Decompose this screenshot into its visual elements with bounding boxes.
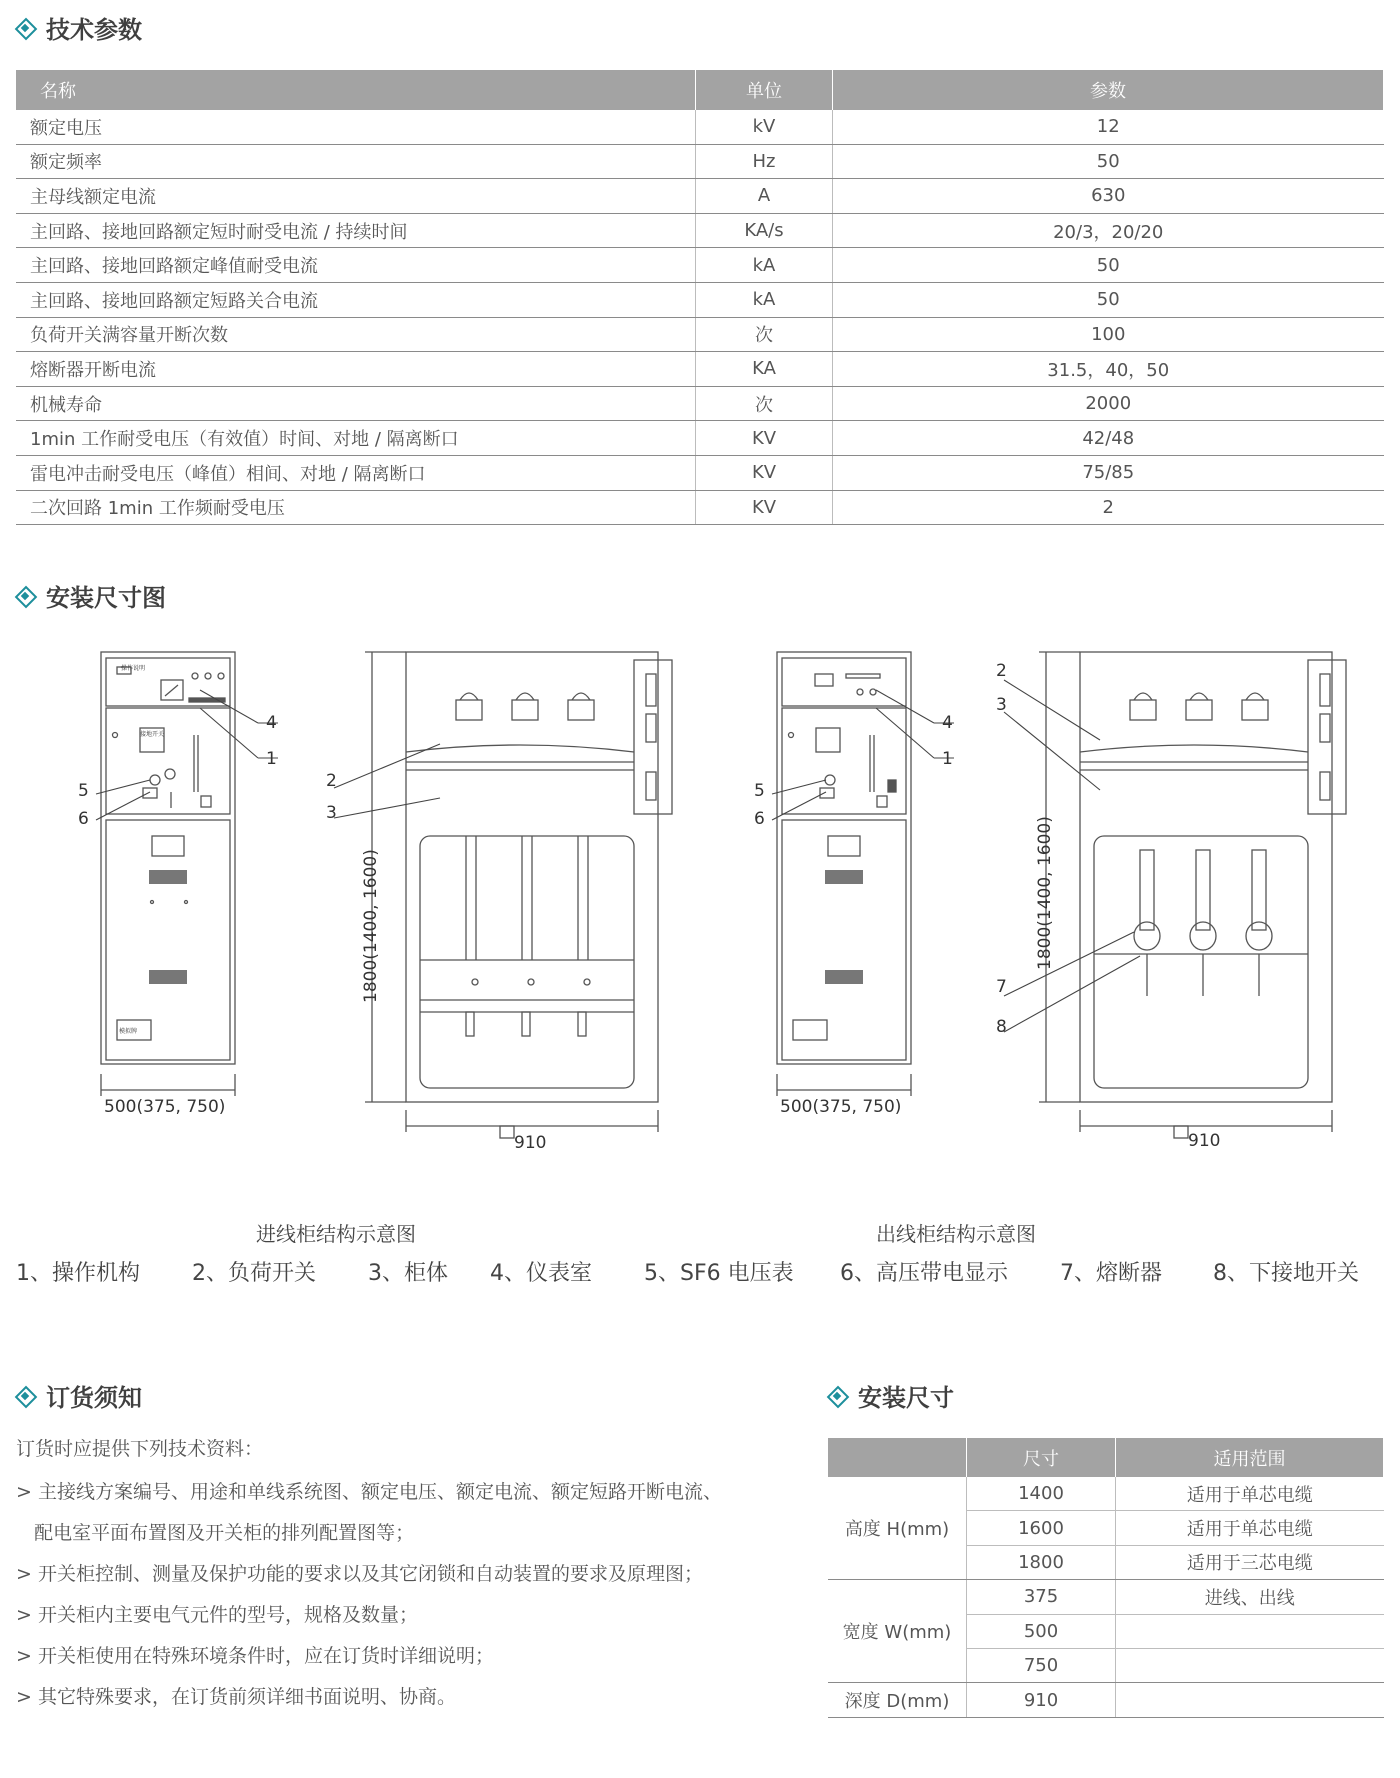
callout-in-6: 6: [78, 809, 89, 829]
spec-name-cell: 二次回路 1min 工作频耐受电压: [16, 490, 696, 525]
spec-row: [16, 213, 1384, 248]
spec-row: [16, 352, 1384, 387]
spec-value-cell: 50: [833, 248, 1384, 283]
installation-drawing: [0, 640, 1400, 1240]
spec-value-cell: 100: [833, 317, 1384, 352]
callout-in-3: 3: [326, 803, 337, 823]
order-item: 配电室平面布置图及开关柜的排列配置图等；: [16, 1522, 415, 1544]
callout-out-4: 4: [942, 713, 953, 733]
spec-value-cell: 2: [833, 490, 1384, 525]
spec-value-cell: 50: [833, 144, 1384, 179]
dim-size-cell: 375: [967, 1580, 1116, 1614]
spec-row: [16, 110, 1384, 144]
diamond-bullet-icon: [828, 1387, 846, 1405]
spec-table-body: [16, 110, 1384, 525]
spec-row: [16, 490, 1384, 525]
callout-in-2: 2: [326, 771, 337, 791]
dim-size-cell: 750: [967, 1648, 1116, 1682]
spec-unit-cell: kV: [696, 110, 833, 144]
spec-value-cell: 31.5，40，50: [833, 352, 1384, 387]
spec-row: [16, 282, 1384, 317]
legend-item-2: 2、负荷开关: [192, 1261, 316, 1286]
spec-name-cell: 额定电压: [16, 110, 696, 144]
spec-value-cell: 2000: [833, 386, 1384, 421]
outgoing-front-view: [777, 652, 911, 1096]
spec-unit-cell: KA: [696, 352, 833, 387]
spec-row: [16, 179, 1384, 214]
spec-name-cell: 主回路、接地回路额定短时耐受电流 / 持续时间: [16, 213, 696, 248]
legend-item-1: 1、操作机构: [16, 1261, 140, 1286]
panel-label-1: 操作说明: [121, 665, 146, 672]
caption-outgoing: 出线柜结构示意图: [876, 1222, 1036, 1246]
spec-name-cell: 1min 工作耐受电压（有效值）时间、对地 / 隔离断口: [16, 421, 696, 456]
spec-name-cell: 主回路、接地回路额定短路关合电流: [16, 282, 696, 317]
spec-table: [16, 70, 1384, 525]
callout-leaders: [96, 680, 1140, 1032]
section-title-tech-params: 技术参数: [16, 10, 142, 45]
spec-header-value: 参数: [833, 70, 1384, 110]
dim-header-size: 尺寸: [967, 1438, 1116, 1477]
section-title-order-notes: 订货须知: [16, 1378, 142, 1413]
spec-header-name: 名称: [16, 70, 696, 110]
dim-scope-cell: 进线、出线: [1116, 1580, 1384, 1614]
dim-height-out: 1800(1400, 1600): [1035, 816, 1055, 970]
dim-depth-in: 910: [514, 1133, 547, 1153]
dim-scope-cell: [1116, 1614, 1384, 1648]
dim-size-cell: 500: [967, 1614, 1116, 1648]
order-intro: 订货时应提供下列技术资料：: [16, 1438, 264, 1460]
caption-incoming: 进线柜结构示意图: [256, 1222, 416, 1246]
dim-scope-cell: [1116, 1648, 1384, 1682]
dim-scope-cell: [1116, 1683, 1384, 1717]
dim-size-cell: 1800: [967, 1545, 1116, 1579]
legend-item-5: 5、SF6 电压表: [644, 1261, 794, 1286]
spec-value-cell: 50: [833, 282, 1384, 317]
spec-unit-cell: 次: [696, 386, 833, 421]
spec-value-cell: 75/85: [833, 455, 1384, 490]
dim-depth-out: 910: [1188, 1131, 1221, 1151]
callout-out-8: 8: [996, 1017, 1007, 1037]
dim-size-cell: 1600: [967, 1511, 1116, 1545]
callout-in-4: 4: [266, 713, 277, 733]
dim-scope-cell: 适用于单芯电缆: [1116, 1511, 1384, 1545]
spec-unit-cell: KV: [696, 490, 833, 525]
incoming-side-view: [365, 652, 672, 1138]
spec-row: [16, 421, 1384, 456]
spec-name-cell: 主母线额定电流: [16, 179, 696, 214]
outgoing-side-view: [1039, 652, 1346, 1138]
callout-out-3: 3: [996, 695, 1007, 715]
callout-out-2: 2: [996, 661, 1007, 681]
spec-name-cell: 雷电冲击耐受电压（峰值）相间、对地 / 隔离断口: [16, 455, 696, 490]
spec-row: [16, 317, 1384, 352]
spec-unit-cell: KA/s: [696, 213, 833, 248]
dim-size-cell: 910: [967, 1683, 1116, 1717]
dim-header-blank: [828, 1438, 967, 1477]
callout-in-1: 1: [266, 749, 277, 769]
section-title-install-drawing: 安装尺寸图: [16, 578, 166, 613]
callout-out-1: 1: [942, 749, 953, 769]
spec-value-cell: 12: [833, 110, 1384, 144]
dim-scope-cell: 适用于单芯电缆: [1116, 1477, 1384, 1511]
spec-name-cell: 主回路、接地回路额定峰值耐受电流: [16, 248, 696, 283]
callout-out-5: 5: [754, 781, 765, 801]
legend-item-3: 3、柜体: [368, 1261, 448, 1286]
dim-group-depth: 深度 D(mm): [828, 1683, 967, 1717]
dim-header-scope: 适用范围: [1116, 1438, 1384, 1477]
callout-in-5: 5: [78, 781, 89, 801]
spec-unit-cell: KV: [696, 455, 833, 490]
dim-group-width: 宽度 W(mm): [828, 1580, 967, 1683]
spec-header-unit: 单位: [696, 70, 833, 110]
dim-scope-cell: 适用于三芯电缆: [1116, 1545, 1384, 1579]
dimension-table: [828, 1438, 1384, 1718]
spec-row: [16, 386, 1384, 421]
spec-unit-cell: A: [696, 179, 833, 214]
spec-row: [16, 144, 1384, 179]
legend-item-7: 7、熔断器: [1060, 1261, 1162, 1286]
panel-label-3: 模拟牌: [119, 1028, 138, 1035]
legend-item-6: 6、高压带电显示: [840, 1261, 1008, 1286]
callout-out-7: 7: [996, 977, 1007, 997]
dim-width-in-front: 500(375, 750): [104, 1097, 226, 1117]
order-list: [16, 1472, 806, 1718]
dim-height-in: 1800(1400, 1600): [361, 849, 381, 1003]
dim-size-cell: 1400: [967, 1477, 1116, 1511]
spec-unit-cell: KV: [696, 421, 833, 456]
spec-name-cell: 负荷开关满容量开断次数: [16, 317, 696, 352]
order-item: > 开关柜控制、测量及保护功能的要求以及其它闭锁和自动装置的要求及原理图；: [16, 1563, 703, 1585]
spec-unit-cell: 次: [696, 317, 833, 352]
spec-unit-cell: Hz: [696, 144, 833, 179]
legend-item-4: 4、仪表室: [490, 1261, 592, 1286]
spec-name-cell: 机械寿命: [16, 386, 696, 421]
dim-width-out-front: 500(375, 750): [780, 1097, 902, 1117]
order-item: > 开关柜使用在特殊环境条件时，应在订货时详细说明；: [16, 1645, 494, 1667]
spec-row: [16, 455, 1384, 490]
dim-group-height: 高度 H(mm): [828, 1477, 967, 1580]
spec-row: [16, 248, 1384, 283]
legend-item-8: 8、下接地开关: [1213, 1261, 1359, 1286]
diamond-bullet-icon: [16, 19, 34, 37]
order-item: > 其它特殊要求，在订货前须详细书面说明、协商。: [16, 1686, 456, 1708]
order-item: > 开关柜内主要电气元件的型号，规格及数量；: [16, 1604, 418, 1626]
spec-name-cell: 额定频率: [16, 144, 696, 179]
spec-unit-cell: kA: [696, 282, 833, 317]
callout-out-6: 6: [754, 809, 765, 829]
diamond-bullet-icon: [16, 587, 34, 605]
spec-value-cell: 42/48: [833, 421, 1384, 456]
panel-label-2: 接地开关: [140, 731, 165, 738]
spec-value-cell: 630: [833, 179, 1384, 214]
section-title-install-dims: 安装尺寸: [828, 1378, 954, 1413]
diamond-bullet-icon: [16, 1387, 34, 1405]
spec-name-cell: 熔断器开断电流: [16, 352, 696, 387]
order-item: > 主接线方案编号、用途和单线系统图、额定电压、额定电流、额定短路开断电流、: [16, 1481, 722, 1503]
spec-unit-cell: kA: [696, 248, 833, 283]
spec-value-cell: 20/3，20/20: [833, 213, 1384, 248]
